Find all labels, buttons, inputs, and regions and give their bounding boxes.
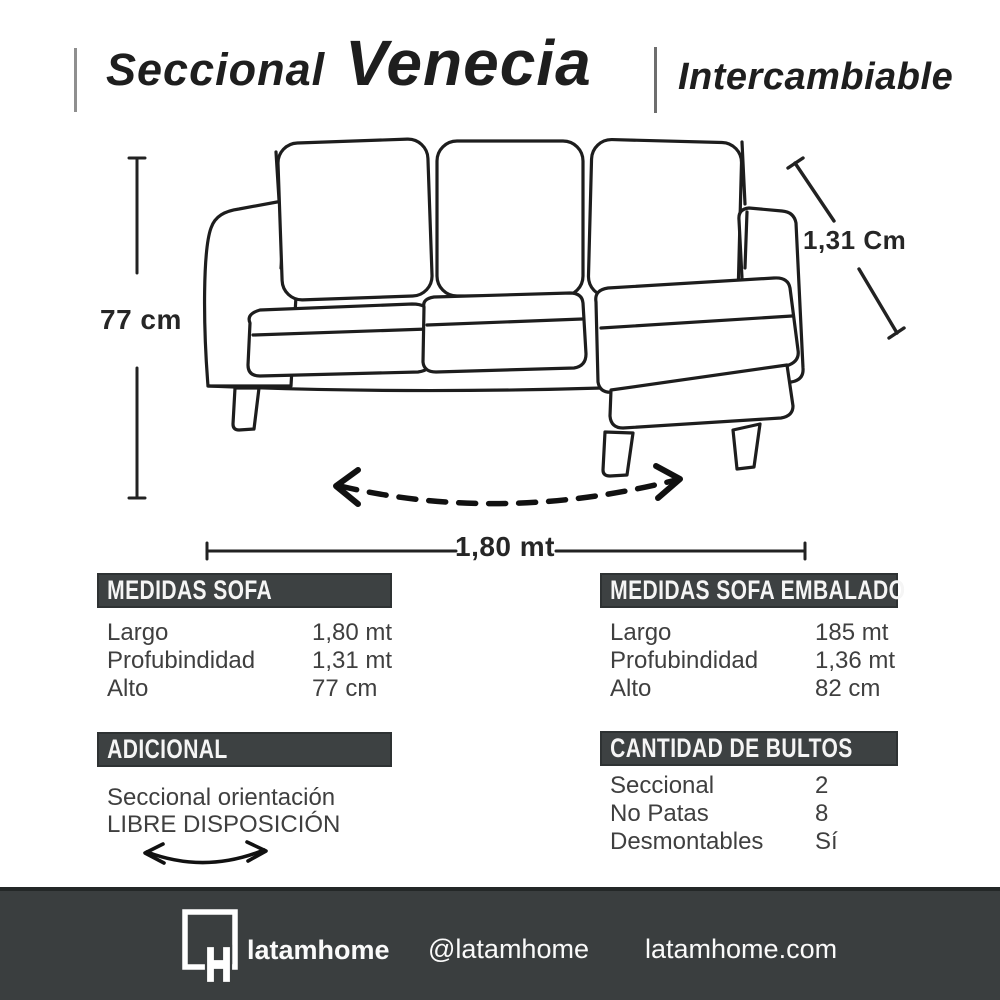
medidas-sofa-header: MEDIDAS SOFA [97,573,392,608]
bultos-section [600,731,898,856]
footer-brand-label: latamhome [247,935,390,965]
back-cushion-3 [588,139,742,300]
seat-cushion-2 [423,293,586,372]
medidas-sofa-section [97,573,392,703]
product-name: Venecia [345,27,592,99]
title-left-rule [74,48,77,112]
medidas-sofa-rows [97,619,392,703]
sofa-front-leg [233,388,259,430]
table-row: Alto 77 cm [107,675,378,702]
back-cushion-2 [437,141,583,296]
depth-dimension-label: 1,31 Cm [803,225,907,255]
table-row: Alto 82 cm [610,675,881,702]
footer-social-handle: @latamhome [428,934,589,964]
table-row: Seccional 2 [610,772,829,799]
latamhome-logo-icon [181,908,239,986]
bultos-header: CANTIDAD DE BULTOS [600,731,898,766]
adicional-header: ADICIONAL [97,732,392,767]
back-cushion-1 [277,138,432,300]
width-dimension-label: 1,80 mt [455,531,555,562]
height-dimension-label: 77 cm [100,304,182,335]
chaise-front-leg [603,432,633,476]
adicional-section [97,732,392,838]
footer-bar [0,887,1000,1000]
footer-website: latamhome.com [645,934,838,964]
table-row: No Patas 8 [610,800,829,827]
medidas-embalado-header: MEDIDAS SOFA EMBALADO [600,573,898,608]
table-row: Desmontables Sí [610,828,838,855]
table-row: Largo 1,80 mt [107,619,393,646]
chaise-rear-leg [733,424,760,469]
orientation-arrow-icon [133,840,278,880]
product-type: Seccional [106,44,326,95]
medidas-embalado-section [600,573,906,703]
title-separator-rule [654,47,657,113]
seat-cushion-1 [248,304,432,376]
page-title [106,26,592,110]
table-row: Profubindidad 1,36 mt [610,647,896,674]
table-row: Largo 185 mt [610,619,889,646]
bultos-rows [600,772,898,856]
sofa-right-arm-crease [745,212,747,268]
product-feature: Intercambiable [678,56,954,98]
medidas-embalado-rows [600,619,898,703]
sofa-line-drawing [90,118,910,578]
adicional-text: Seccional orientación LIBRE DISPOSICIÓN [107,784,341,838]
table-row: Profubindidad 1,31 mt [107,647,393,674]
